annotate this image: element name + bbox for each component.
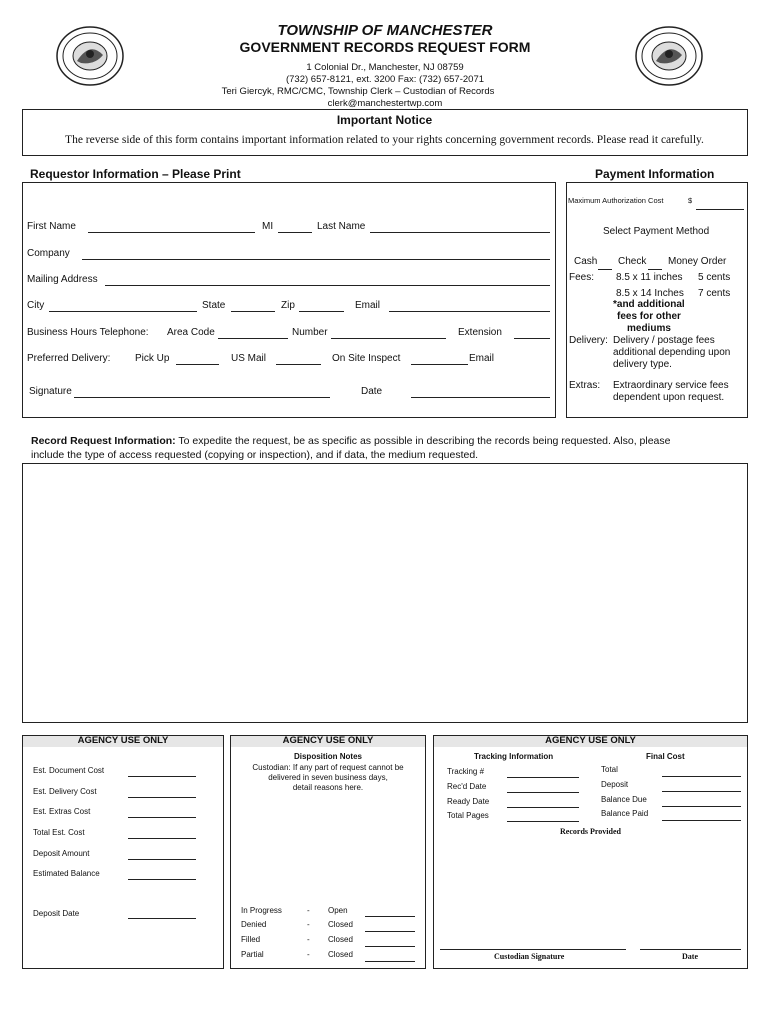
signature-label: Signature — [29, 386, 72, 397]
fee-note-1: *and additional — [613, 299, 685, 310]
record-request-intro — [31, 435, 670, 447]
total-est-field[interactable] — [128, 838, 196, 839]
date-field[interactable] — [411, 397, 550, 398]
agency-heading-1: AGENCY USE ONLY — [77, 735, 169, 746]
total-pages-label: Total Pages — [447, 811, 489, 820]
deposit-date-label: Deposit Date — [33, 909, 80, 918]
deposit-field[interactable] — [662, 791, 741, 792]
est-extras-field[interactable] — [128, 817, 196, 818]
header-phone: (732) 657-8121, ext. 3200 Fax: (732) 657-2071 — [285, 74, 485, 85]
on-site-field[interactable] — [411, 364, 468, 365]
city-field[interactable] — [49, 311, 197, 312]
dash-2: - — [307, 920, 310, 929]
dollar-sign: $ — [688, 196, 693, 205]
fees-label: Fees: — [569, 272, 595, 283]
signature-field[interactable] — [74, 397, 330, 398]
on-site-label: On Site Inspect — [332, 353, 401, 364]
est-delivery-field[interactable] — [128, 797, 196, 798]
deposit-amount-label: Deposit Amount — [33, 849, 90, 858]
recd-date-field[interactable] — [507, 792, 579, 793]
mailing-address-field[interactable] — [105, 285, 550, 286]
extras-label: Extras: — [569, 380, 601, 391]
money-order-option[interactable]: Money Order — [668, 256, 727, 267]
custodian-signature-field[interactable] — [440, 949, 626, 950]
requestor-heading: Requestor Information – Please Print — [30, 167, 241, 181]
important-notice-box — [22, 109, 748, 156]
cash-field[interactable] — [598, 269, 612, 270]
fee2-cost: 7 cents — [698, 288, 731, 299]
balance-paid-field[interactable] — [662, 820, 741, 821]
select-method-label: Select Payment Method — [603, 226, 710, 237]
disposition-note-3: detail reasons here. — [292, 783, 364, 792]
area-code-field[interactable] — [218, 338, 288, 339]
form-title: GOVERNMENT RECORDS REQUEST FORM — [239, 39, 531, 55]
custodian-date-label: Date — [682, 952, 698, 961]
email-delivery-label: Email — [469, 353, 495, 364]
closed-field-2[interactable] — [365, 946, 415, 947]
deposit-label: Deposit — [601, 780, 629, 789]
company-label: Company — [27, 248, 70, 259]
recd-date-label: Rec'd Date — [447, 782, 487, 791]
custodian-date-field[interactable] — [640, 949, 741, 950]
total-field[interactable] — [662, 776, 741, 777]
tracking-info-heading: Tracking Information — [474, 752, 554, 761]
delivery-line-1: Delivery / postage fees — [613, 335, 715, 346]
record-request-text-1: To expedite the request, be as specific as possible in describing the records being requested. Also, please — [175, 435, 671, 447]
extras-line-2: dependent upon request. — [613, 392, 725, 403]
tracking-no-field[interactable] — [507, 777, 579, 778]
fee2-size: 8.5 x 14 Inches — [616, 288, 684, 299]
cash-option[interactable]: Cash — [574, 256, 598, 267]
fee1-size: 8.5 x 11 inches — [616, 272, 683, 283]
closed-label-2: Closed — [328, 935, 353, 944]
city-label: City — [27, 300, 45, 311]
record-request-textarea[interactable] — [22, 463, 748, 723]
dash-3: - — [307, 935, 310, 944]
email-label: Email — [355, 300, 381, 311]
header-custodian: Teri Giercyk, RMC/CMC, Township Clerk – Custodian of Records — [221, 86, 495, 97]
deposit-date-field[interactable] — [128, 918, 196, 919]
total-label: Total — [601, 765, 618, 774]
last-name-label: Last Name — [317, 221, 366, 232]
ready-date-field[interactable] — [507, 807, 579, 808]
area-code-label: Area Code — [167, 327, 215, 338]
balance-due-label: Balance Due — [601, 795, 647, 804]
delivery-line-2: additional depending upon — [613, 347, 731, 358]
estimated-balance-field[interactable] — [128, 879, 196, 880]
delivery-line-3: delivery type. — [613, 359, 672, 370]
zip-label: Zip — [281, 300, 295, 311]
denied-label: Denied — [241, 920, 267, 929]
disposition-notes-heading: Disposition Notes — [293, 752, 362, 761]
state-field[interactable] — [231, 311, 275, 312]
final-cost-heading: Final Cost — [646, 752, 685, 761]
state-label: State — [202, 300, 226, 311]
number-label: Number — [292, 327, 328, 338]
filled-label: Filled — [241, 935, 261, 944]
partial-label: Partial — [241, 950, 264, 959]
dash-1: - — [307, 906, 310, 915]
extension-label: Extension — [458, 327, 502, 338]
mi-field[interactable] — [278, 232, 312, 233]
business-phone-label: Business Hours Telephone: — [27, 327, 149, 338]
est-extras-label: Est. Extras Cost — [33, 807, 91, 816]
header-address: 1 Colonial Dr., Manchester, NJ 08759 — [306, 62, 464, 73]
in-progress-label: In Progress — [241, 906, 282, 915]
open-label: Open — [328, 906, 348, 915]
max-auth-field[interactable] — [696, 209, 744, 210]
notice-text: The reverse side of this form contains important information related to your rights concerning government records. Please read it carefully. — [65, 134, 704, 146]
agency-heading-3: AGENCY USE ONLY — [545, 735, 636, 746]
balance-paid-label: Balance Paid — [601, 809, 649, 818]
total-est-label: Total Est. Cost — [33, 828, 85, 837]
fee-note-2: fees for other — [617, 311, 681, 322]
record-request-text-2: include the type of access requested (copying or inspection), and if data, the medium requested. — [31, 449, 479, 461]
date-label: Date — [361, 386, 383, 397]
open-field[interactable] — [365, 916, 415, 917]
number-field[interactable] — [331, 338, 446, 339]
extension-field[interactable] — [514, 338, 550, 339]
closed-field-3[interactable] — [365, 961, 415, 962]
closed-field-1[interactable] — [365, 931, 415, 932]
company-field[interactable] — [82, 259, 550, 260]
pick-up-label: Pick Up — [135, 353, 170, 364]
mi-label: MI — [262, 221, 274, 232]
dash-4: - — [307, 950, 310, 959]
check-field[interactable] — [648, 269, 662, 270]
fee1-cost: 5 cents — [698, 272, 731, 283]
disposition-note-1: Custodian: If any part of request cannot be — [252, 763, 404, 772]
est-doc-field[interactable] — [128, 776, 196, 777]
first-name-label: First Name — [27, 221, 76, 232]
last-name-field[interactable] — [370, 232, 550, 233]
tracking-no-label: Tracking # — [447, 767, 485, 776]
max-auth-label: Maximum Authorization Cost — [568, 196, 664, 205]
total-pages-field[interactable] — [507, 821, 579, 822]
us-mail-label: US Mail — [231, 353, 267, 364]
check-option[interactable]: Check — [618, 256, 647, 267]
notice-title: Important Notice — [336, 113, 433, 127]
us-mail-field[interactable] — [276, 364, 321, 365]
disposition-note-2: delivered in seven business days, — [268, 773, 388, 782]
closed-label-1: Closed — [328, 920, 353, 929]
closed-label-3: Closed — [328, 950, 353, 959]
balance-due-field[interactable] — [662, 806, 741, 807]
record-request-label: Record Request Information: — [31, 435, 176, 447]
zip-field[interactable] — [299, 311, 344, 312]
extras-line-1: Extraordinary service fees — [613, 380, 729, 391]
records-provided-heading: Records Provided — [560, 827, 621, 836]
deposit-amount-field[interactable] — [128, 859, 196, 860]
header-email[interactable]: clerk@manchestertwp.com — [327, 98, 443, 109]
est-delivery-label: Est. Delivery Cost — [33, 787, 97, 796]
mailing-address-label: Mailing Address — [27, 274, 98, 285]
delivery-label: Delivery: — [569, 335, 608, 346]
custodian-signature-label: Custodian Signature — [494, 952, 565, 961]
preferred-delivery-label: Preferred Delivery: — [27, 353, 111, 364]
est-doc-label: Est. Document Cost — [33, 766, 105, 775]
ready-date-label: Ready Date — [447, 797, 490, 806]
fee-note-3: mediums — [627, 323, 671, 334]
agency-heading-2: AGENCY USE ONLY — [282, 735, 374, 746]
email-field[interactable] — [389, 311, 550, 312]
estimated-balance-label: Estimated Balance — [33, 869, 100, 878]
first-name-field[interactable] — [88, 232, 255, 233]
payment-heading: Payment Information — [595, 167, 715, 181]
form-title-township: TOWNSHIP OF MANCHESTER — [277, 22, 493, 39]
pick-up-field[interactable] — [176, 364, 219, 365]
